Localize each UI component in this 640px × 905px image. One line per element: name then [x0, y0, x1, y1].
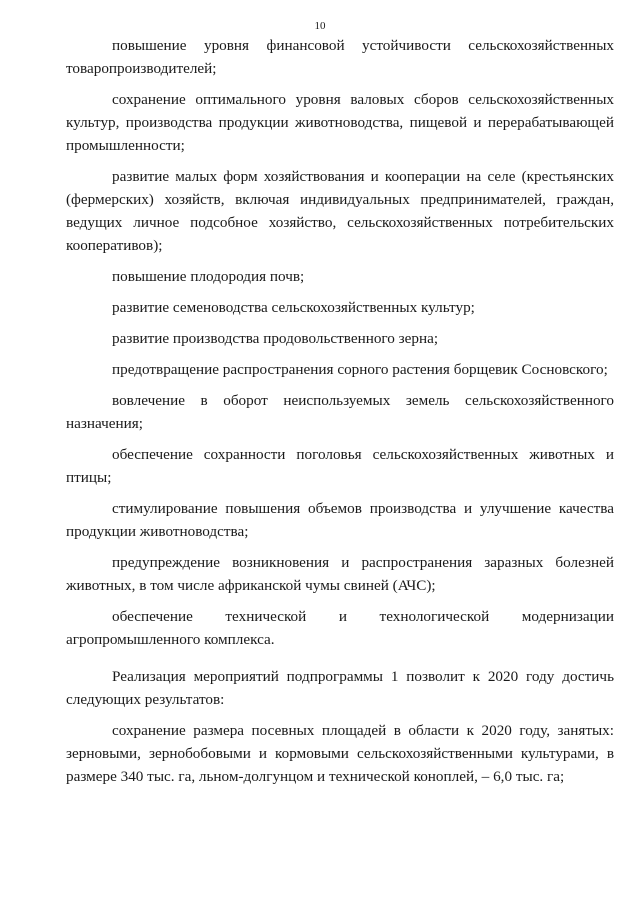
paragraph: Реализация мероприятий подпрограммы 1 позволит к 2020 году достичь следующих результатов:	[66, 668, 614, 708]
paragraph: стимулирование повышения объемов производства и улучшение качества продукции животноводства;	[66, 500, 614, 540]
paragraph: обеспечение технической и технологической модернизации агропромышленного комплекса.	[66, 608, 614, 648]
paragraph: сохранение размера посевных площадей в области к 2020 году, занятых: зерновыми, зернобобовыми и кормовыми сельскохозяйственными культурами, в размере 340 тыс. га, льном-долгунцом и технической коноплей, – 6,0 тыс. га;	[66, 722, 614, 785]
paragraph: развитие производства продовольственного зерна;	[112, 330, 439, 347]
paragraph: сохранение оптимального уровня валовых сборов сельскохозяйственных культур, производства продукции животноводства, пищевой и перерабатывающей промышленности;	[66, 91, 614, 154]
paragraph: повышение плодородия почв;	[112, 268, 305, 285]
page-number: 10	[314, 20, 326, 32]
paragraph: предупреждение возникновения и распространения заразных болезней животных, в том числе африканской чумы свиней (АЧС);	[66, 554, 614, 594]
paragraph: развитие семеноводства сельскохозяйственных культур;	[112, 299, 475, 316]
paragraph: повышение уровня финансовой устойчивости сельскохозяйственных товаропроизводителей;	[66, 37, 614, 77]
paragraph: развитие малых форм хозяйствования и кооперации на селе (крестьянских (фермерских) хозяйств, включая индивидуальных предпринимателей, граждан, ведущих личное подсобное хозяйство, сельскохозяйственных потребительских кооперативов);	[66, 168, 614, 254]
paragraph: обеспечение сохранности поголовья сельскохозяйственных животных и птицы;	[66, 446, 614, 486]
paragraph: предотвращение распространения сорного растения борщевик Сосновского;	[112, 361, 608, 378]
document-body	[66, 34, 614, 788]
paragraph: вовлечение в оборот неиспользуемых земель сельскохозяйственного назначения;	[66, 392, 614, 432]
